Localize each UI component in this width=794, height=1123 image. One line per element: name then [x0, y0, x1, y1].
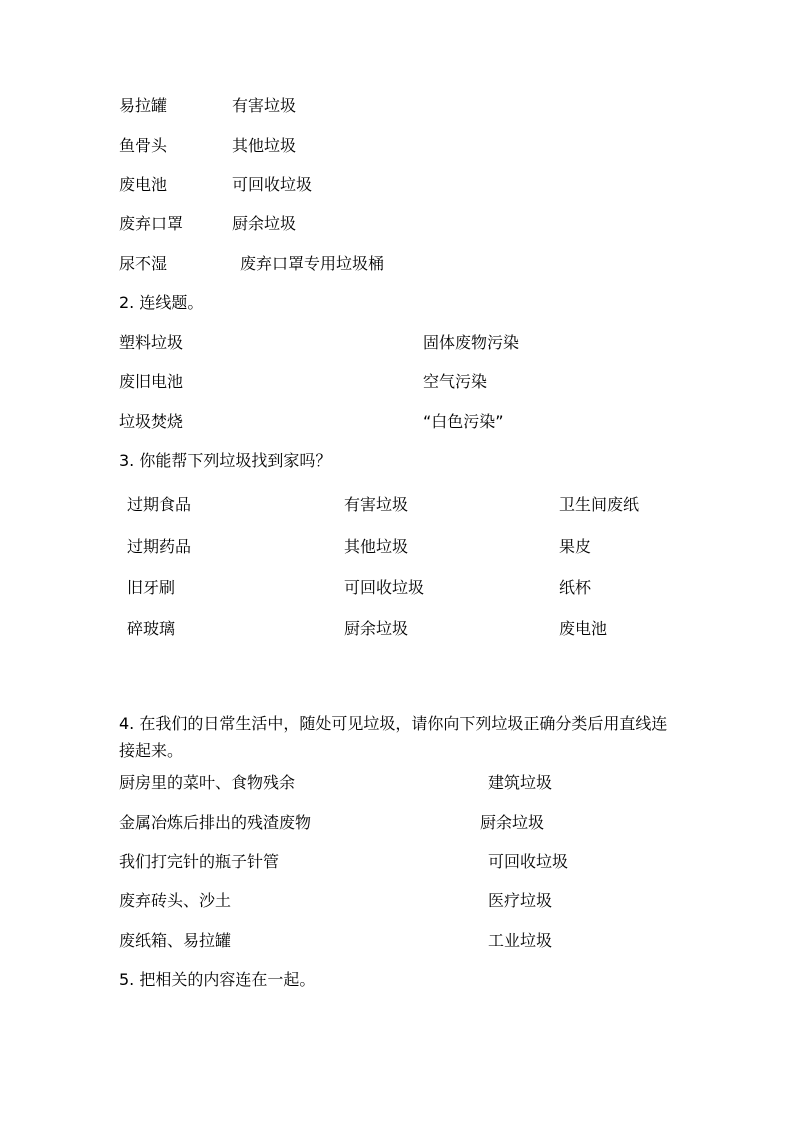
- match-row: [0, 410, 794, 434]
- match-row: [0, 94, 794, 118]
- match-left-item: 我们打完针的瓶子针管: [119, 852, 280, 871]
- match-col3-item: 纸杯: [559, 578, 592, 597]
- question-3-heading: 3. 你能帮下列垃圾找到家吗？: [119, 451, 332, 470]
- match-left-item: 厨房里的菜叶、食物残余: [119, 773, 296, 792]
- match-row: [0, 173, 794, 197]
- match-row: [0, 370, 794, 394]
- match-row: [0, 811, 794, 835]
- match-row: [0, 331, 794, 355]
- match-left-item: 废弃口罩: [119, 214, 184, 233]
- match-right-item: 厨余垃圾: [480, 813, 545, 832]
- match-col1-item: 碎玻璃: [127, 619, 176, 638]
- match-col1-item: 过期药品: [127, 537, 192, 556]
- match-row: [0, 493, 794, 517]
- match-col2-item: 厨余垃圾: [344, 619, 409, 638]
- match-right-item: 厨余垃圾: [232, 214, 297, 233]
- match-right-item: “白色污染”: [423, 412, 504, 431]
- question-4-heading: 4. 在我们的日常生活中，随处可见垃圾，请你向下列垃圾正确分类后用直线连接起来。: [119, 714, 668, 760]
- match-left-item: 废电池: [119, 175, 168, 194]
- match-col3-item: 废电池: [559, 619, 608, 638]
- match-row: [0, 576, 794, 600]
- match-col1-item: 旧牙刷: [127, 578, 176, 597]
- match-right-item: 空气污染: [423, 372, 488, 391]
- match-col3-item: 果皮: [559, 537, 592, 556]
- match-right-item: 建筑垃圾: [488, 773, 553, 792]
- match-right-item: 废弃口罩专用垃圾桶: [240, 254, 385, 273]
- match-right-item: 工业垃圾: [488, 931, 553, 950]
- match-row: [0, 771, 794, 795]
- match-left-item: 废旧电池: [119, 372, 184, 391]
- match-right-item: 其他垃圾: [232, 136, 297, 155]
- match-col2-item: 有害垃圾: [344, 495, 409, 514]
- match-right-item: 医疗垃圾: [488, 891, 553, 910]
- match-left-item: 易拉罐: [119, 96, 168, 115]
- match-row: [0, 252, 794, 276]
- match-right-item: 固体废物污染: [423, 333, 520, 352]
- match-right-item: 有害垃圾: [232, 96, 297, 115]
- match-left-item: 垃圾焚烧: [119, 412, 184, 431]
- match-left-item: 废弃砖头、沙土: [119, 891, 232, 910]
- match-right-item: 可回收垃圾: [232, 175, 313, 194]
- match-left-item: 鱼骨头: [119, 136, 168, 155]
- match-left-item: 废纸箱、易拉罐: [119, 931, 232, 950]
- match-row: [0, 617, 794, 641]
- match-col1-item: 过期食品: [127, 495, 192, 514]
- question-2-heading: 2. 连线题。: [119, 293, 204, 312]
- match-col2-item: 其他垃圾: [344, 537, 409, 556]
- match-row: [0, 929, 794, 953]
- match-left-item: 尿不湿: [119, 254, 168, 273]
- match-left-item: 塑料垃圾: [119, 333, 184, 352]
- match-row: [0, 850, 794, 874]
- match-col3-item: 卫生间废纸: [559, 495, 640, 514]
- match-row: [0, 889, 794, 913]
- match-left-item: 金属冶炼后排出的残渣废物: [119, 813, 312, 832]
- question-5-heading: 5. 把相关的内容连在一起。: [119, 970, 316, 989]
- match-row: [0, 535, 794, 559]
- match-right-item: 可回收垃圾: [488, 852, 569, 871]
- match-row: [0, 212, 794, 236]
- match-row: [0, 134, 794, 158]
- match-col2-item: 可回收垃圾: [344, 578, 425, 597]
